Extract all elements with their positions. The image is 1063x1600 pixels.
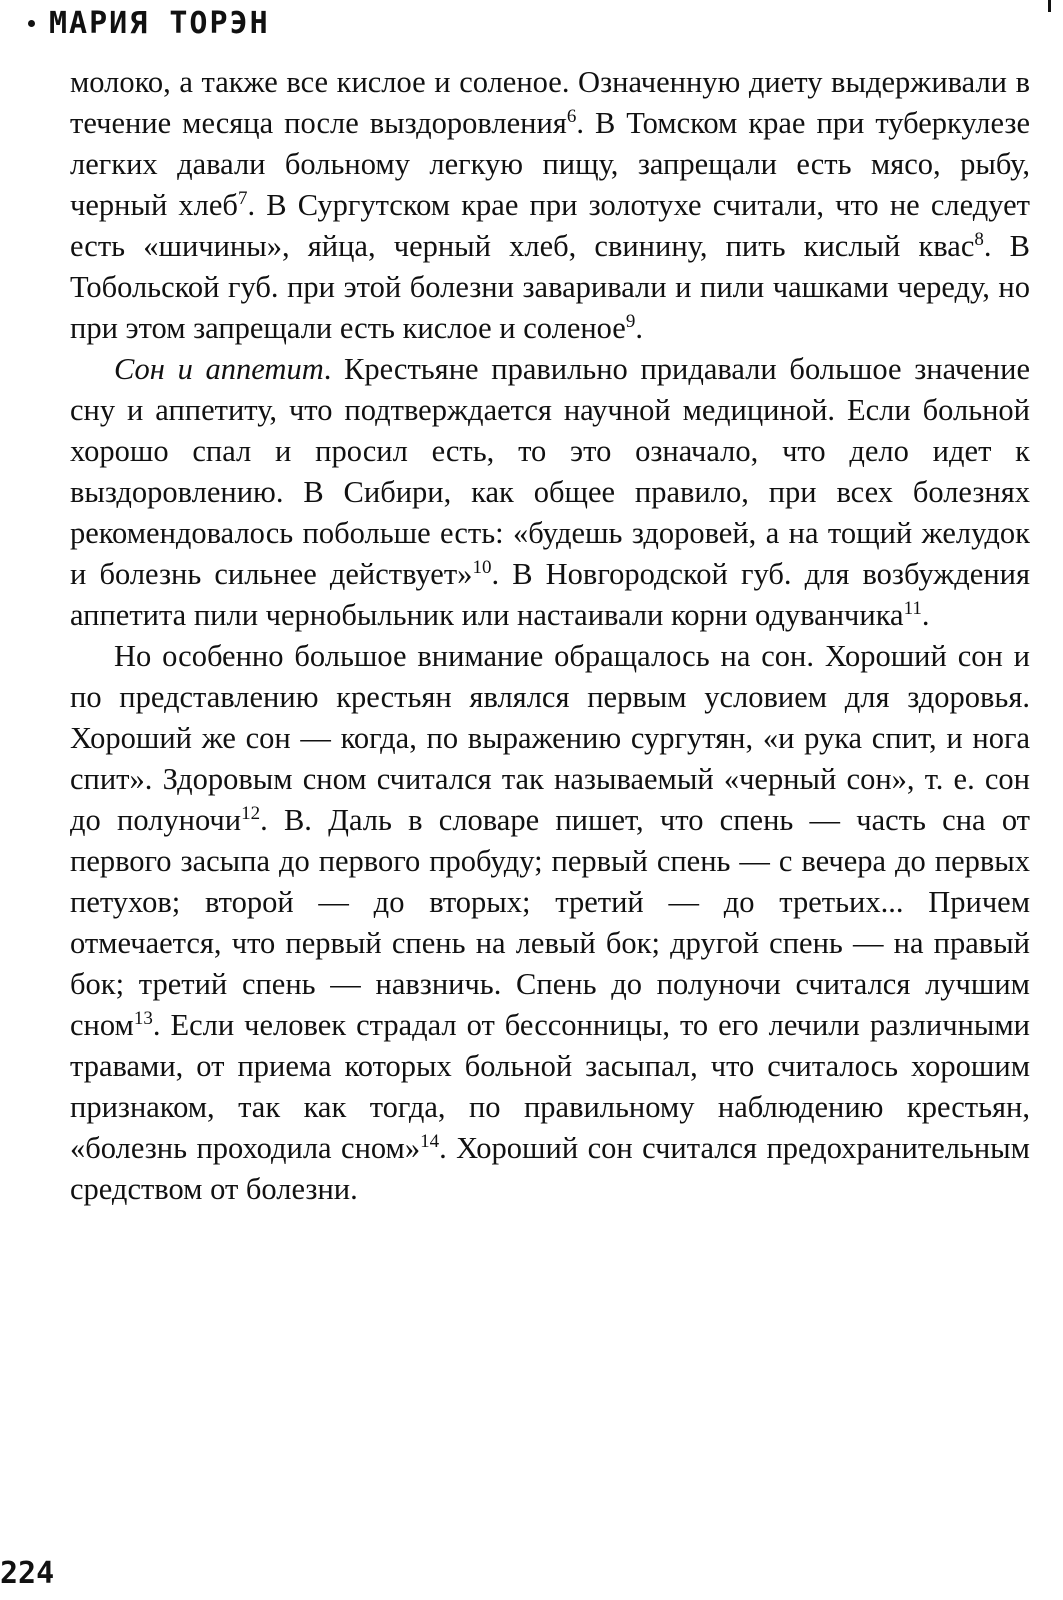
text-run: . Хороший сон считался предохранительным средством от болезни. xyxy=(70,1131,1030,1206)
text-run: . В Сургутском крае при золотухе считали, что не следует есть «шичины», яйца, черный хлеб, свинину, пить кислый квас xyxy=(70,188,1030,263)
text-run: . xyxy=(635,311,643,345)
text-run: . Если человек страдал от бессонницы, то его лечили различными травами, от приема которых больной засыпал, что считалось хорошим признаком, так как тогда, по правильному наблюдению крестьян, «болезнь проходила сном» xyxy=(70,1008,1030,1165)
footnote-ref-13: 13 xyxy=(133,1007,153,1029)
body-text xyxy=(70,62,1030,1210)
paragraph-2 xyxy=(70,349,1030,636)
text-run: . xyxy=(921,598,930,632)
scan-corner-mark xyxy=(1048,0,1051,12)
footnote-ref-12: 12 xyxy=(241,802,261,824)
bullet-dot-icon xyxy=(28,20,35,27)
text-run: . В Томском крае при туберкулезе легких давали больному легкую пищу, запрещали есть мясо, рыбу, черный хлеб xyxy=(70,106,1031,222)
text-run: Но особенно большое внимание обращалось на сон. Хороший сон и по представлению крестьян являлся первым условием для здоровья. Хороший же сон — когда, по выражению сургутян, «и рука спит, и нога спит». Здоровым сном считался так называемый «черный сон», т. е. сон до полуночи xyxy=(70,639,1030,837)
text-run: . В Тобольской губ. при этой болезни заваривали и пили чашками череду, но при этом запрещали есть кислое и соленое xyxy=(70,229,1030,345)
text-run: . В. Даль в словаре пишет, что спень — часть сна от первого засыпа до первого пробуду; первый спень — с вечера до первых петухов; второй — до вторых; третий — до третьих... Причем отмечается, что первый спень на левый бок; другой спень — на правый бок; третий спень — навзничь. Спень до полуночи считался лучшим сном xyxy=(70,803,1030,1042)
footnote-ref-10: 10 xyxy=(472,556,492,578)
paragraph-1 xyxy=(70,62,1030,349)
footnote-ref-7: 7 xyxy=(237,187,248,209)
running-head xyxy=(28,6,270,41)
text-run: молоко, а также все кислое и соленое. Означенную диету выдерживали в течение месяца после выздоровления xyxy=(70,65,1030,140)
text-run: . В Новгородской губ. для возбуждения аппетита пили чернобыльник или настаивали корни одуванчика xyxy=(70,557,1030,632)
text-run: . Крестьяне правильно придавали большое значение сну и аппетиту, что подтверждается научной медициной. Если больной хорошо спал и просил есть, то это означало, что дело идет к выздоровлению. В Сибири, как общее правило, при всех болезнях рекомендовалось побольше есть: «будешь здоровей, а на тощий желудок и болезнь сильнее действует» xyxy=(70,352,1030,591)
footnote-ref-14: 14 xyxy=(420,1130,440,1152)
paragraph-3 xyxy=(70,636,1030,1210)
footnote-ref-6: 6 xyxy=(566,105,577,127)
running-title: МАРИЯ ТОРЭН xyxy=(49,6,270,41)
footnote-ref-8: 8 xyxy=(974,228,984,250)
footnote-ref-11: 11 xyxy=(903,597,922,619)
section-heading-inline: Сон и аппетит xyxy=(114,352,324,386)
page-number: 224 xyxy=(0,1556,55,1591)
footnote-ref-9: 9 xyxy=(625,310,636,332)
